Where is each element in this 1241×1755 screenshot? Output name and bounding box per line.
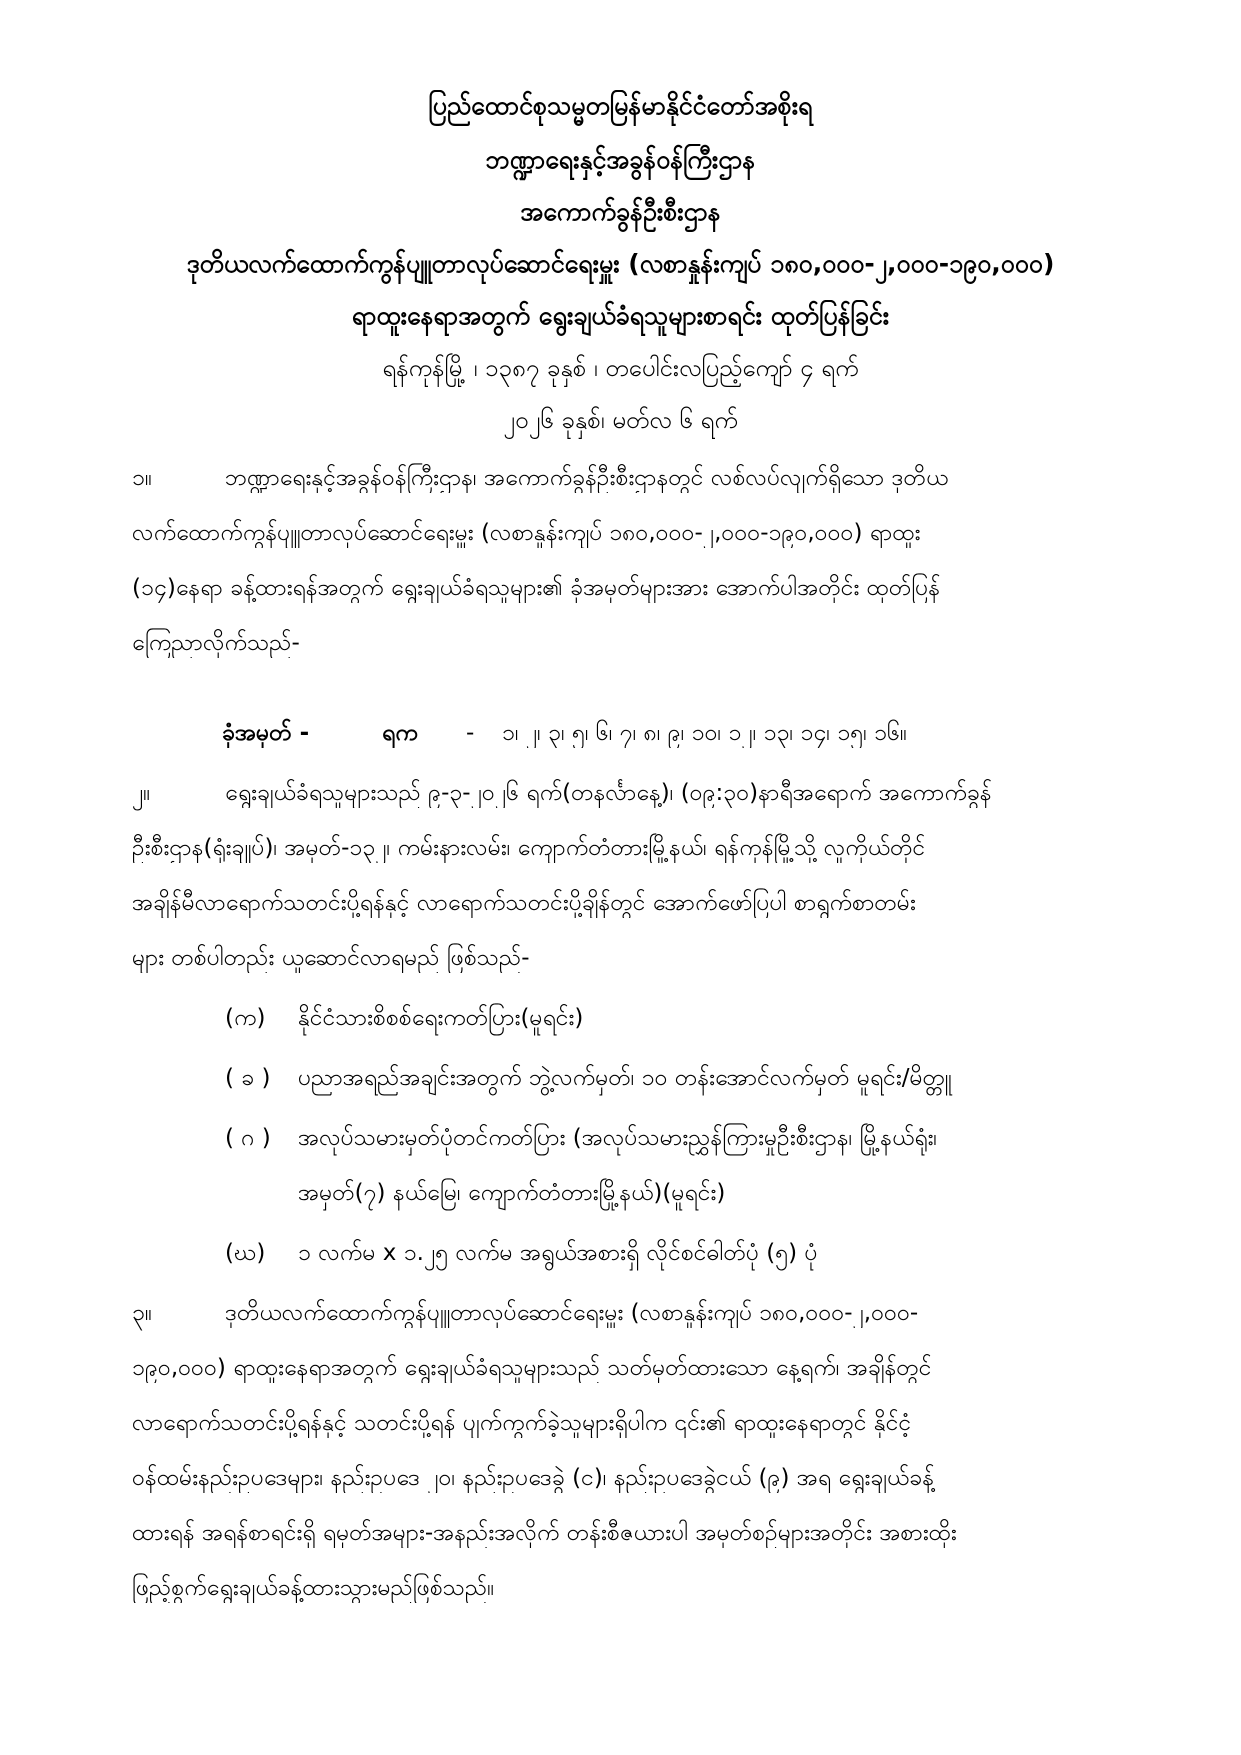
header-government: ပြည်ထောင်စုသမ္မတမြန်မာနိုင်ငံတော်အစိုးရ [428, 91, 813, 120]
para3-line: ဝန်ထမ်းနည်းဥပဒေများ၊ နည်းဥပဒေ ၂၀၊ နည်းဥပဒေခွဲ (င)၊ နည်းဥပဒေခွဲငယ် (၉) အရ ရွေးချယ်ခန့် [132, 1465, 935, 1491]
item-ga-text: အမှတ်(၇) နယ်မြေ၊ ကျောက်တံတားမြို့နယ်)(မူရင်း) [298, 1180, 726, 1206]
para2-number: ၂။ [132, 780, 151, 806]
para3-line: ၁၉၀,၀၀၀) ရာထူးနေရာအတွက် ရွေးချယ်ခံရသူများသည် သတ်မှတ်ထားသော နေ့ရက်၊ အချိန်တွင် [132, 1355, 932, 1381]
para3-line: ထားရန် အရန်စာရင်းရှိ ရမှတ်အများ-အနည်းအလိုက် တန်းစီဇယားပါ အမှတ်စဉ်များအတိုင်း အစားထိုး [132, 1520, 957, 1546]
para2-line: များ တစ်ပါတည်း ယူဆောင်လာရမည် ဖြစ်သည်- [132, 945, 530, 971]
para3-line: ဖြည့်စွက်ရွေးချယ်ခန့်ထားသွားမည်ဖြစ်သည်။ [132, 1575, 495, 1601]
item-ga-text: အလုပ်သမားမှတ်ပုံတင်ကတ်ပြား (အလုပ်သမားညွှန်ကြားမှုဦးစီးဌာန၊ မြို့နယ်ရုံး၊ [298, 1125, 938, 1151]
para1-line: လက်ထောက်ကွန်ပျူတာလုပ်ဆောင်ရေးမှူး (လစာနှုန်းကျပ် ၁၈၀,၀၀၀-၂,၀၀၀-၁၉၀,၀၀၀) ရာထူး [132, 520, 921, 546]
item-ga-mark: ( ဂ ) [225, 1125, 271, 1151]
header-ministry: ဘဏ္ဍာရေးနှင့်အခွန်ဝန်ကြီးဌာန [485, 145, 756, 174]
para3-line: ဒုတိယလက်ထောက်ကွန်ပျူတာလုပ်ဆောင်ရေးမှူး (လစာနှုန်းကျပ် ၁၈၀,၀၀၀-၂,၀၀၀- [225, 1300, 919, 1326]
roll-label: ခုံအမှတ် - [222, 720, 310, 746]
item-kha-mark: ( ခ ) [225, 1065, 271, 1091]
date-myanmar: ရန်ကုန်မြို့ ၊ ၁၃၈၇ ခုနှစ် ၊ တပေါင်းလပြည့်ကျော် ၄ ရက် [382, 354, 859, 382]
para1-line: ကြေညာလိုက်သည်- [132, 630, 300, 656]
roll-numbers: ၁၊ ၂၊ ၃၊ ၅၊ ၆၊ ၇၊ ၈၊ ၉၊ ၁၀၊ ၁၂၊ ၁၃၊ ၁၄၊ ၁၅၊ ၁၆။ [502, 720, 907, 746]
item-kha-text: ပညာအရည်အချင်းအတွက် ဘွဲ့လက်မှတ်၊ ၁၀ တန်းအောင်လက်မှတ် မူရင်း/မိတ္တူ [298, 1065, 952, 1091]
item-gha-text: ၁ လက်မ x ၁.၂၅ လက်မ အရွယ်အစားရှိ လိုင်စင်ဓါတ်ပုံ (၅) ပုံ [298, 1240, 818, 1266]
header-announcement-title: ရာထူးနေရာအတွက် ရွေးချယ်ခံရသူများစာရင်း ထုတ်ပြန်ခြင်း [351, 301, 890, 330]
para2-line: ဦးစီးဌာန(ရုံးချုပ်)၊ အမှတ်-၁၃၂၊ ကမ်းနားလမ်း၊ ကျောက်တံတားမြို့နယ်၊ ရန်ကုန်မြို့သို့ လူကိုယ်တိုင် [132, 835, 926, 861]
roll-prefix: ရက [382, 720, 418, 746]
roll-dash: - [466, 720, 475, 746]
para2-line: ရွေးချယ်ခံရသူများသည် ၉-၃-၂၀၂၆ ရက်(တနင်္လာနေ့)၊ (၀၉:၃၀)နာရီအရောက် အကောက်ခွန် [225, 780, 992, 806]
header-department: အကောက်ခွန်ဦးစီးဌာန [520, 197, 721, 226]
date-gregorian: ၂၀၂၆ ခုနှစ်၊ မတ်လ ၆ ရက် [503, 406, 738, 434]
para1-line: (၁၄)နေရာ ခန့်ထားရန်အတွက် ရွေးချယ်ခံရသူများ၏ ခုံအမှတ်များအား အောက်ပါအတိုင်း ထုတ်ပြန် [132, 575, 941, 601]
header-position: ဒုတိယလက်ထောက်ကွန်ပျူတာလုပ်ဆောင်ရေးမှူး (လစာနှုန်းကျပ် ၁၈၀,၀၀၀-၂,၀၀၀-၁၉၀,၀၀၀) [186, 249, 1055, 278]
para2-line: အချိန်မီလာရောက်သတင်းပို့ရန်နှင့် လာရောက်သတင်းပို့ချိန်တွင် အောက်ဖော်ပြပါ စာရွက်စာတမ်း [132, 890, 916, 916]
para1-number: ၁။ [132, 465, 152, 491]
para3-number: ၃။ [132, 1300, 152, 1326]
item-ka-mark: (က) [225, 1005, 266, 1031]
item-gha-mark: (ဃ) [225, 1240, 266, 1266]
para3-line: လာရောက်သတင်းပို့ရန်နှင့် သတင်းပို့ရန် ပျက်ကွက်ခဲ့သူများရှိပါက ၎င်း၏ ရာထူးနေရာတွင် နိုင်ငံ့ [132, 1410, 912, 1436]
para1-line: ဘဏ္ဍာရေးနှင့်အခွန်ဝန်ကြီးဌာန၊ အကောက်ခွန်ဦးစီးဌာနတွင် လစ်လပ်လျက်ရှိသော ဒုတိယ [225, 465, 949, 491]
item-ka-text: နိုင်ငံသားစိစစ်ရေးကတ်ပြား(မူရင်း) [298, 1005, 584, 1031]
